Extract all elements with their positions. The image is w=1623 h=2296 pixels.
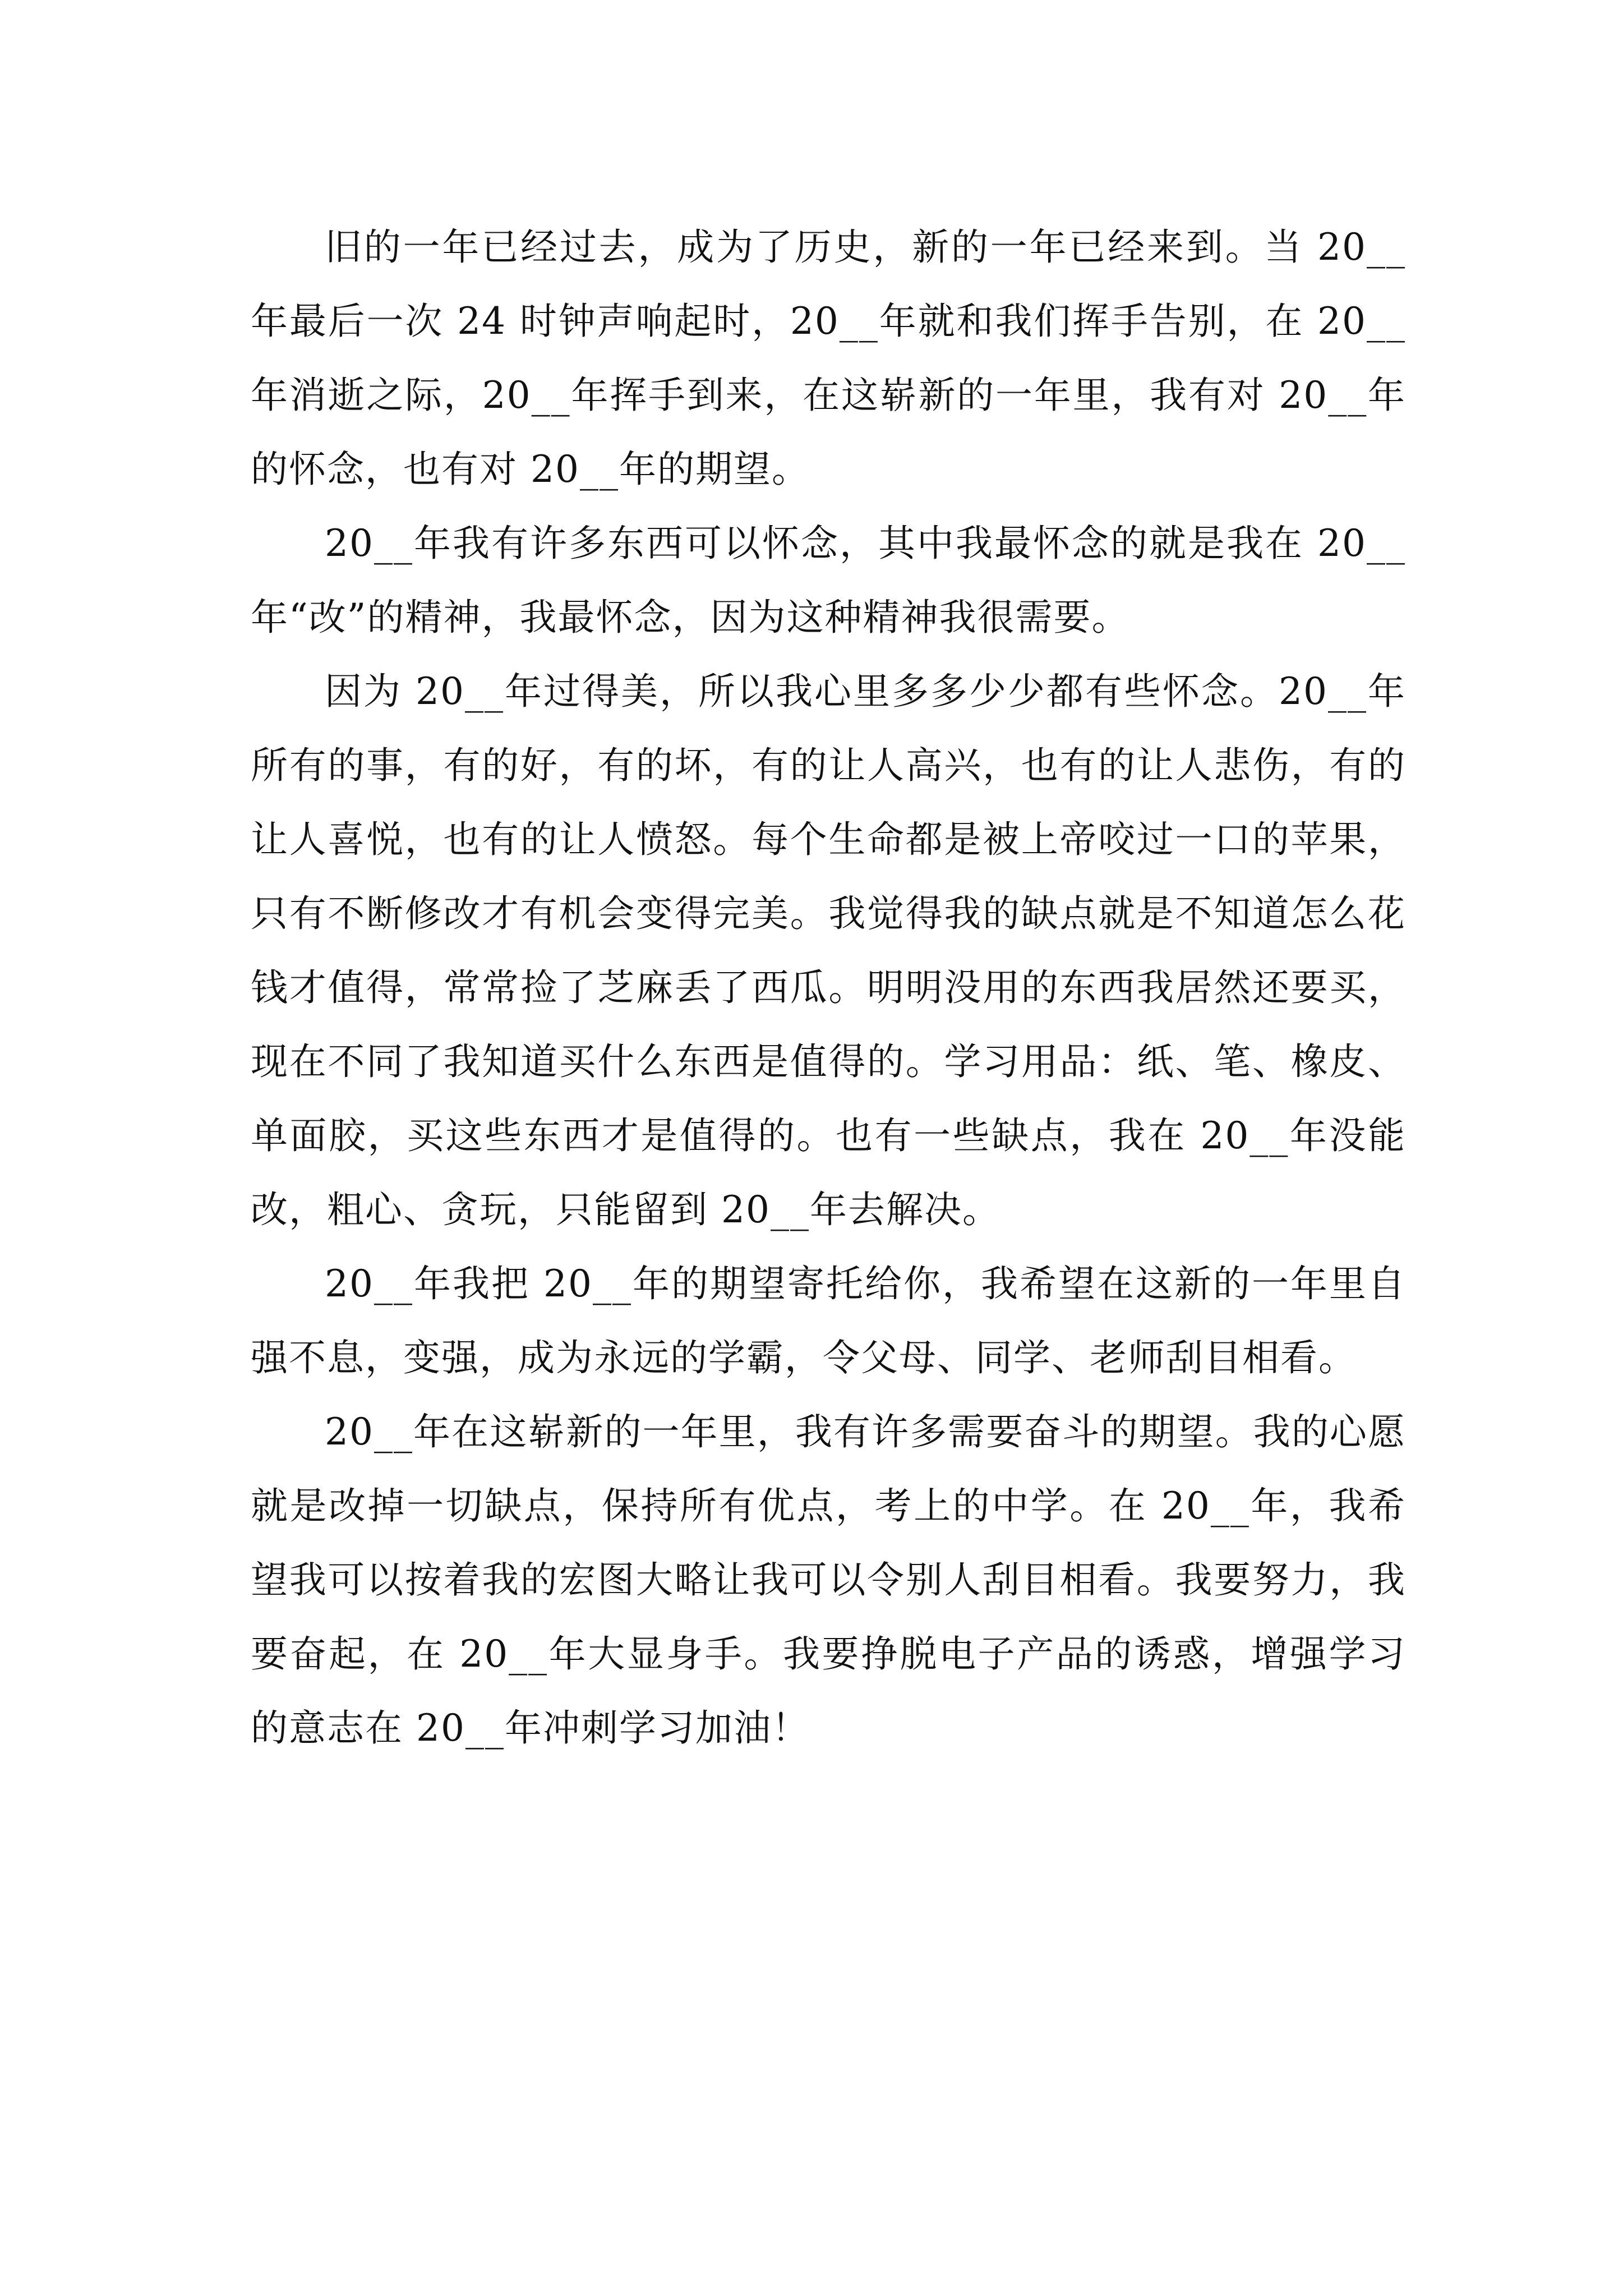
paragraph-1: 旧的一年已经过去，成为了历史，新的一年已经来到。当 20__年最后一次 24 时钟声响起时，20__年就和我们挥手告别，在 20__年消逝之际，20__年挥手到来，在这崭新的一年里，我有对 20__年的怀念，也有对 20__年的期望。 bbox=[251, 226, 1406, 491]
document-body bbox=[251, 210, 1406, 1765]
paragraph-3: 因为 20__年过得美，所以我心里多多少少都有些怀念。20__年所有的事，有的好，有的坏，有的让人高兴，也有的让人悲伤，有的让人喜悦，也有的让人愤怒。每个生命都是被上帝咬过一口的苹果，只有不断修改才有机会变得完美。我觉得我的缺点就是不知道怎么花钱才值得，常常捡了芝麻丢了西瓜。明明没用的东西我居然还要买，现在不同了我知道买什么东西是值得的。学习用品：纸、笔、橡皮、单面胶，买这些东西才是值得的。也有一些缺点，我在 20__年没能改，粗心、贪玩，只能留到 20__年去解决。 bbox=[251, 670, 1406, 1231]
paragraph-5: 20__年在这崭新的一年里，我有许多需要奋斗的期望。我的心愿就是改掉一切缺点，保持所有优点，考上的中学。在 20__年，我希望我可以按着我的宏图大略让我可以令别人刮目相看。我要努力，我要奋起，在 20__年大显身手。我要挣脱电子产品的诱惑，增强学习的意志在 20__年冲刺学习加油！ bbox=[251, 1410, 1406, 1750]
paragraph-4: 20__年我把 20__年的期望寄托给你，我希望在这新的一年里自强不息，变强，成为永远的学霸，令父母、同学、老师刮目相看。 bbox=[251, 1262, 1406, 1379]
paragraph-2: 20__年我有许多东西可以怀念，其中我最怀念的就是我在 20__年“改”的精神，我最怀念，因为这种精神我很需要。 bbox=[251, 522, 1406, 639]
